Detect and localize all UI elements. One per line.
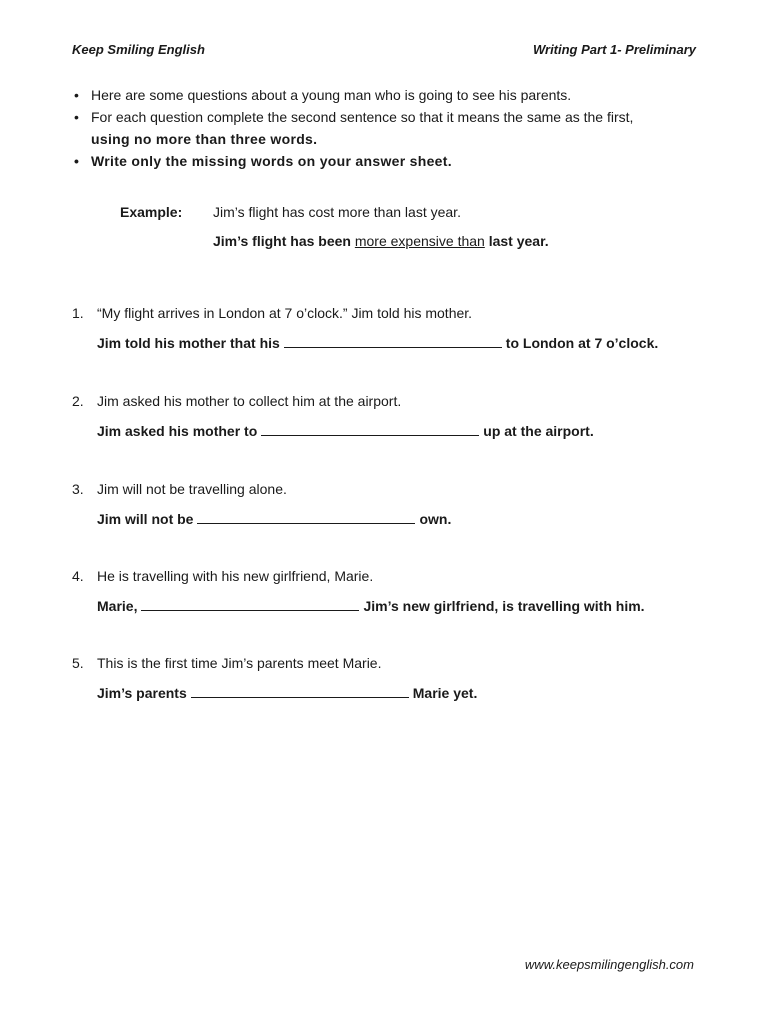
- example-rewrite-after: last year.: [488, 233, 549, 249]
- rewrite-after: Jim’s new girlfriend, is travelling with him.: [363, 598, 645, 614]
- question-rewrite: [97, 334, 712, 352]
- answer-blank[interactable]: [284, 336, 502, 348]
- instruction-text: [91, 108, 704, 148]
- question-rewrite: [97, 684, 712, 702]
- rewrite-before: Marie,: [97, 598, 138, 614]
- question-2: [72, 392, 712, 440]
- question-5: [72, 654, 712, 702]
- question-1: [72, 304, 712, 352]
- question-sentence: Jim asked his mother to collect him at the airport.: [97, 393, 402, 409]
- rewrite-before: Jim will not be: [97, 511, 194, 527]
- example-rewrite-before: Jim’s flight has been: [213, 233, 351, 249]
- rewrite-before: Jim asked his mother to: [97, 423, 258, 439]
- answer-blank[interactable]: [197, 512, 415, 524]
- question-sentence: “My flight arrives in London at 7 o’clock.” Jim told his mother.: [97, 305, 473, 321]
- rewrite-after: to London at 7 o’clock.: [505, 335, 659, 351]
- instruction-main: For each question complete the second sentence so that it means the same as the first,: [91, 109, 634, 125]
- answer-blank[interactable]: [261, 424, 479, 436]
- example-answer: more expensive than: [354, 233, 485, 249]
- instruction-item: [74, 152, 704, 170]
- answer-blank[interactable]: [191, 686, 409, 698]
- rewrite-after: up at the airport.: [483, 423, 594, 439]
- question-number: 2.: [72, 393, 84, 409]
- example-label: Example:: [120, 204, 183, 220]
- question-3: [72, 480, 712, 528]
- example-block: [120, 203, 680, 249]
- instruction-text: Write only the missing words on your answer sheet.: [91, 153, 452, 169]
- header-brand: Keep Smiling English: [72, 42, 205, 57]
- header-section-title: Writing Part 1- Preliminary: [532, 42, 696, 57]
- bullet-icon: •: [74, 109, 79, 125]
- instruction-item: [74, 86, 704, 104]
- instruction-emphasis: using no more than three words.: [91, 131, 318, 147]
- question-rewrite: [97, 597, 712, 615]
- bullet-icon: •: [74, 87, 79, 103]
- rewrite-before: Jim’s parents: [97, 685, 187, 701]
- question-sentence: This is the first time Jim’s parents meet Marie.: [97, 655, 382, 671]
- question-number: 5.: [72, 655, 84, 671]
- example-rewrite: [213, 233, 680, 249]
- question-number: 4.: [72, 568, 84, 584]
- question-sentence: He is travelling with his new girlfriend, Marie.: [97, 568, 374, 584]
- question-sentence: Jim will not be travelling alone.: [97, 481, 287, 497]
- instruction-item: [74, 108, 704, 148]
- example-sentence: Jim’s flight has cost more than last year.: [213, 204, 461, 220]
- question-number: 3.: [72, 481, 84, 497]
- footer-website-link[interactable]: www.keepsmilingenglish.com: [524, 957, 694, 972]
- question-number: 1.: [72, 305, 84, 321]
- question-rewrite: [97, 422, 712, 440]
- question-rewrite: [97, 510, 712, 528]
- instruction-text: Here are some questions about a young man who is going to see his parents.: [91, 87, 572, 103]
- question-4: [72, 567, 712, 615]
- answer-blank[interactable]: [141, 599, 359, 611]
- rewrite-after: Marie yet.: [412, 685, 478, 701]
- bullet-icon: •: [74, 153, 79, 169]
- rewrite-before: Jim told his mother that his: [97, 335, 280, 351]
- rewrite-after: own.: [419, 511, 452, 527]
- instructions-list: [74, 86, 704, 174]
